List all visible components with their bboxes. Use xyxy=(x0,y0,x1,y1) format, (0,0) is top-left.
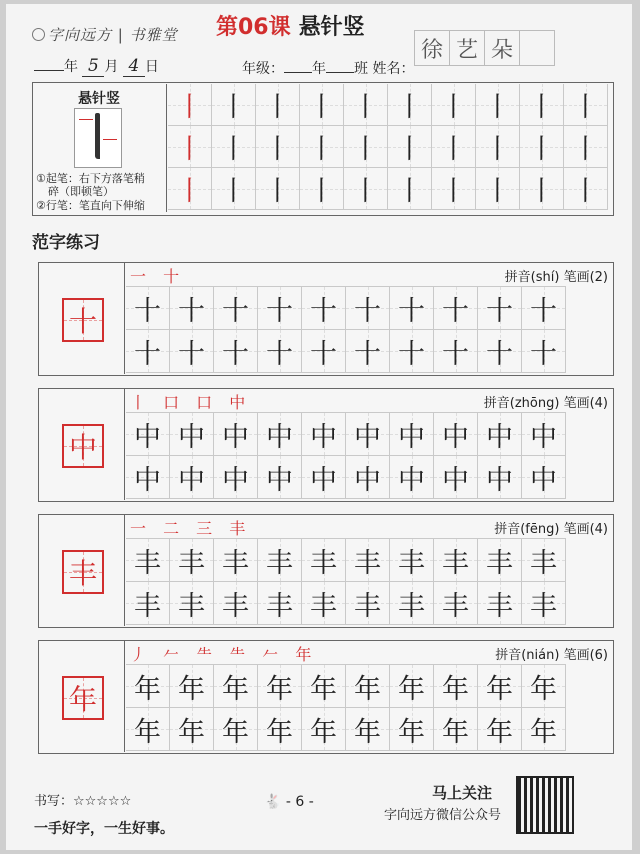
practice-cell xyxy=(522,413,566,456)
practice-cell xyxy=(390,330,434,373)
practice-character: 年 xyxy=(530,716,557,748)
practice-cell xyxy=(346,287,390,330)
stroke-practice-cell xyxy=(300,168,344,210)
brand-text: 字向远方 | 书雅堂 xyxy=(48,26,178,44)
practice-stroke: 丨 xyxy=(484,134,511,165)
practice-character: 年 xyxy=(398,673,425,705)
practice-cell xyxy=(170,287,214,330)
practice-stroke: 丨 xyxy=(308,92,335,123)
slogan: 一手好字，一生好事。 xyxy=(34,821,174,837)
practice-character: 中 xyxy=(486,421,513,453)
stroke-practice-cell xyxy=(212,168,256,210)
stroke-practice-cell xyxy=(520,168,564,210)
practice-character: 年 xyxy=(134,716,161,748)
pinyin-info xyxy=(495,644,608,663)
practice-character: 中 xyxy=(354,421,381,453)
practice-cell xyxy=(126,287,170,330)
practice-character: 年 xyxy=(266,673,293,705)
practice-character: 十 xyxy=(442,338,469,370)
practice-character: 中 xyxy=(486,464,513,496)
practice-cell xyxy=(126,665,170,708)
practice-cell xyxy=(126,456,170,499)
practice-character: 丰 xyxy=(266,547,293,579)
practice-character: 中 xyxy=(178,421,205,453)
practice-stroke: 丨 xyxy=(572,92,599,123)
follow-subtitle: 字向远方微信公众号 xyxy=(384,808,502,823)
practice-cell xyxy=(302,456,346,499)
practice-character: 中 xyxy=(134,464,161,496)
practice-character: 年 xyxy=(178,716,205,748)
page-number-text: - 6 - xyxy=(285,794,314,810)
practice-cell xyxy=(390,582,434,625)
page-number xyxy=(264,794,314,810)
practice-cell xyxy=(434,539,478,582)
month-value: 5 xyxy=(82,56,104,77)
practice-cell xyxy=(258,456,302,499)
practice-stroke: 丨 xyxy=(572,176,599,207)
practice-cell xyxy=(522,708,566,751)
character-practice-grid xyxy=(126,412,566,499)
model-character-text: 年 xyxy=(68,683,97,716)
practice-cell xyxy=(522,539,566,582)
practice-character: 十 xyxy=(178,338,205,370)
class-line xyxy=(242,58,414,78)
practice-character: 十 xyxy=(134,338,161,370)
practice-character: 中 xyxy=(530,464,557,496)
practice-cell xyxy=(170,539,214,582)
practice-character: 年 xyxy=(310,716,337,748)
practice-character: 年 xyxy=(222,673,249,705)
block-divider xyxy=(124,514,125,626)
practice-cell xyxy=(258,539,302,582)
stroke-practice-cell xyxy=(564,168,608,210)
practice-stroke: 丨 xyxy=(264,134,291,165)
practice-cell xyxy=(390,413,434,456)
practice-character: 十 xyxy=(354,295,381,327)
practice-character: 十 xyxy=(222,338,249,370)
practice-cell xyxy=(214,708,258,751)
practice-character: 年 xyxy=(530,673,557,705)
practice-cell xyxy=(302,330,346,373)
practice-character: 年 xyxy=(178,673,205,705)
block-divider xyxy=(124,388,125,500)
practice-cell xyxy=(302,708,346,751)
practice-stroke: 丨 xyxy=(352,134,379,165)
practice-cell xyxy=(346,708,390,751)
practice-cell xyxy=(434,582,478,625)
practice-stroke: 丨 xyxy=(528,92,555,123)
practice-cell xyxy=(478,708,522,751)
lesson-title: 悬针竖 xyxy=(298,15,365,40)
practice-cell xyxy=(346,582,390,625)
stroke-note-1: ①起笔：右下方落笔稍 xyxy=(36,172,145,185)
practice-cell xyxy=(302,582,346,625)
model-character xyxy=(62,676,104,720)
stroke-order-sequence: 丨 口 口 中 xyxy=(130,393,252,412)
date-line xyxy=(34,56,159,77)
practice-stroke: 丨 xyxy=(352,176,379,207)
practice-cell xyxy=(478,582,522,625)
practice-character: 十 xyxy=(354,338,381,370)
pinyin-info xyxy=(505,266,608,285)
practice-cell xyxy=(434,413,478,456)
stroke-practice-cell xyxy=(256,126,300,168)
section-title: 范字练习 xyxy=(32,233,100,253)
practice-character: 十 xyxy=(530,295,557,327)
practice-character: 丰 xyxy=(178,590,205,622)
stroke-practice-cell xyxy=(300,84,344,126)
practice-cell xyxy=(258,708,302,751)
stroke-practice-cell xyxy=(476,168,520,210)
practice-character: 十 xyxy=(266,295,293,327)
practice-cell xyxy=(390,287,434,330)
block-divider xyxy=(124,640,125,752)
stroke-practice-cell xyxy=(344,126,388,168)
practice-stroke: 丨 xyxy=(308,134,335,165)
model-character xyxy=(62,424,104,468)
stroke-practice-cell xyxy=(564,84,608,126)
grade-label: 年级： xyxy=(242,61,284,77)
practice-cell xyxy=(522,456,566,499)
practice-character: 十 xyxy=(266,338,293,370)
practice-character: 丰 xyxy=(134,547,161,579)
practice-cell xyxy=(434,330,478,373)
model-character xyxy=(62,298,104,342)
practice-character: 年 xyxy=(266,716,293,748)
practice-cell xyxy=(346,456,390,499)
stroke-practice-cell xyxy=(256,168,300,210)
practice-character: 丰 xyxy=(486,547,513,579)
practice-character: 十 xyxy=(530,338,557,370)
name-label: 班 姓名： xyxy=(354,61,415,77)
practice-character: 丰 xyxy=(354,547,381,579)
practice-cell xyxy=(478,330,522,373)
day-value: 4 xyxy=(123,56,145,77)
page-title xyxy=(216,10,365,41)
practice-stroke: 丨 xyxy=(440,176,467,207)
practice-stroke: 丨 xyxy=(352,92,379,123)
practice-character: 丰 xyxy=(398,590,425,622)
practice-character: 丰 xyxy=(442,590,469,622)
qr-code-icon xyxy=(516,776,574,834)
practice-character: 年 xyxy=(486,673,513,705)
stroke-practice-cell xyxy=(476,126,520,168)
practice-stroke: 丨 xyxy=(396,134,423,165)
stroke-practice-cell xyxy=(212,84,256,126)
practice-cell xyxy=(170,413,214,456)
worksheet-page xyxy=(6,4,632,850)
stroke-practice-cell xyxy=(388,168,432,210)
brand-logo xyxy=(32,24,178,45)
practice-cell xyxy=(214,582,258,625)
practice-character: 十 xyxy=(486,295,513,327)
practice-character: 年 xyxy=(222,716,249,748)
model-character-text: 丰 xyxy=(68,557,97,590)
practice-cell xyxy=(126,708,170,751)
stroke-practice-cell xyxy=(432,126,476,168)
model-character-text: 中 xyxy=(68,431,97,464)
practice-cell xyxy=(434,708,478,751)
block-divider xyxy=(124,262,125,374)
writing-rating: 书写：☆☆☆☆☆ xyxy=(34,794,132,809)
model-character-text: 十 xyxy=(68,305,97,338)
practice-cell xyxy=(258,582,302,625)
practice-stroke: 丨 xyxy=(484,92,511,123)
practice-character: 年 xyxy=(442,673,469,705)
lesson-number: 第06课 xyxy=(216,15,291,40)
stroke-note-2: ②行笔：笔直向下伸缩 xyxy=(36,199,145,212)
practice-character: 中 xyxy=(442,464,469,496)
practice-character: 年 xyxy=(398,716,425,748)
pinyin-info xyxy=(494,518,608,537)
practice-cell xyxy=(258,330,302,373)
stroke-practice-cell xyxy=(388,126,432,168)
practice-cell xyxy=(258,665,302,708)
practice-character: 中 xyxy=(266,464,293,496)
practice-stroke: 丨 xyxy=(220,134,247,165)
practice-character: 年 xyxy=(442,716,469,748)
practice-character: 中 xyxy=(178,464,205,496)
practice-cell xyxy=(478,539,522,582)
stroke-practice-cell xyxy=(300,126,344,168)
practice-cell xyxy=(434,287,478,330)
practice-character: 十 xyxy=(442,295,469,327)
practice-character: 中 xyxy=(310,421,337,453)
character-practice-grid xyxy=(126,286,566,373)
practice-character: 中 xyxy=(222,421,249,453)
name-char-3: 朵 xyxy=(484,30,520,66)
practice-cell xyxy=(214,456,258,499)
stroke-count-label: 笔画(4) xyxy=(563,396,608,411)
rabbit-icon: 🐇 xyxy=(264,794,282,810)
name-char-2: 艺 xyxy=(449,30,485,66)
practice-character: 丰 xyxy=(442,547,469,579)
practice-stroke: 丨 xyxy=(176,92,203,123)
practice-character: 年 xyxy=(354,673,381,705)
character-practice-grid xyxy=(126,664,566,751)
practice-character: 年 xyxy=(354,716,381,748)
practice-cell xyxy=(434,665,478,708)
class-year-label: 年 xyxy=(312,61,326,77)
stroke-practice-cell xyxy=(256,84,300,126)
practice-stroke: 丨 xyxy=(484,176,511,207)
practice-cell xyxy=(302,665,346,708)
practice-cell xyxy=(390,665,434,708)
practice-cell xyxy=(522,665,566,708)
brand-icon xyxy=(32,28,45,41)
stroke-note-1b: 碎（即顿笔） xyxy=(48,185,114,198)
stroke-practice-cell xyxy=(344,84,388,126)
month-label: 月 xyxy=(104,59,119,75)
stroke-practice-cell xyxy=(388,84,432,126)
practice-character: 丰 xyxy=(398,547,425,579)
practice-cell xyxy=(522,287,566,330)
practice-character: 十 xyxy=(486,338,513,370)
practice-cell xyxy=(478,287,522,330)
stroke-diagram xyxy=(74,108,122,168)
pinyin-label: 拼音(fēng) xyxy=(494,522,560,537)
practice-character: 丰 xyxy=(134,590,161,622)
stroke-practice-cell xyxy=(520,126,564,168)
practice-cell xyxy=(214,539,258,582)
practice-character: 年 xyxy=(310,673,337,705)
pinyin-label: 拼音(zhōng) xyxy=(483,396,560,411)
stroke-order-sequence: 一 十 xyxy=(130,267,186,286)
stroke-practice-cell xyxy=(168,84,212,126)
practice-stroke: 丨 xyxy=(176,134,203,165)
stroke-count-label: 笔画(6) xyxy=(563,648,608,663)
practice-stroke: 丨 xyxy=(220,176,247,207)
practice-stroke: 丨 xyxy=(308,176,335,207)
practice-character: 十 xyxy=(310,338,337,370)
practice-cell xyxy=(126,330,170,373)
practice-character: 中 xyxy=(442,421,469,453)
practice-cell xyxy=(214,413,258,456)
practice-cell xyxy=(214,287,258,330)
stroke-count-label: 笔画(4) xyxy=(563,522,608,537)
practice-cell xyxy=(258,287,302,330)
practice-stroke: 丨 xyxy=(176,176,203,207)
practice-cell xyxy=(478,413,522,456)
practice-cell xyxy=(302,413,346,456)
practice-cell xyxy=(478,665,522,708)
practice-character: 中 xyxy=(398,421,425,453)
practice-character: 丰 xyxy=(486,590,513,622)
practice-character: 中 xyxy=(530,421,557,453)
stroke-practice-cell xyxy=(168,126,212,168)
stroke-practice-cell xyxy=(476,84,520,126)
practice-cell xyxy=(346,330,390,373)
stroke-practice-cell xyxy=(432,84,476,126)
practice-character: 年 xyxy=(134,673,161,705)
practice-cell xyxy=(302,287,346,330)
practice-character: 十 xyxy=(398,338,425,370)
follow-title: 马上关注 xyxy=(432,784,493,802)
stroke-practice-cell xyxy=(168,168,212,210)
practice-character: 丰 xyxy=(178,547,205,579)
practice-cell xyxy=(170,582,214,625)
stroke-practice-cell xyxy=(432,168,476,210)
stroke-practice-grid xyxy=(168,84,608,210)
practice-cell xyxy=(258,413,302,456)
practice-stroke: 丨 xyxy=(220,92,247,123)
practice-cell xyxy=(170,330,214,373)
practice-character: 丰 xyxy=(310,547,337,579)
practice-character: 丰 xyxy=(222,590,249,622)
practice-stroke: 丨 xyxy=(396,92,423,123)
practice-cell xyxy=(346,539,390,582)
practice-stroke: 丨 xyxy=(572,134,599,165)
practice-character: 丰 xyxy=(310,590,337,622)
practice-stroke: 丨 xyxy=(440,92,467,123)
practice-character: 十 xyxy=(178,295,205,327)
practice-cell xyxy=(214,665,258,708)
practice-cell xyxy=(170,665,214,708)
practice-cell xyxy=(126,413,170,456)
practice-stroke: 丨 xyxy=(396,176,423,207)
practice-cell xyxy=(126,582,170,625)
practice-stroke: 丨 xyxy=(528,134,555,165)
practice-character: 十 xyxy=(222,295,249,327)
character-practice-grid xyxy=(126,538,566,625)
stroke-order-sequence: 丿 𠂉 ⺧ ⺧ 𠂉 年 xyxy=(130,645,318,664)
name-char-1: 徐 xyxy=(414,30,450,66)
practice-cell xyxy=(302,539,346,582)
practice-stroke: 丨 xyxy=(528,176,555,207)
practice-cell xyxy=(522,330,566,373)
day-label: 日 xyxy=(144,59,159,75)
practice-character: 年 xyxy=(486,716,513,748)
practice-character: 中 xyxy=(266,421,293,453)
practice-character: 中 xyxy=(398,464,425,496)
practice-cell xyxy=(126,539,170,582)
practice-cell xyxy=(522,582,566,625)
practice-cell xyxy=(346,413,390,456)
practice-character: 中 xyxy=(222,464,249,496)
stroke-practice-cell xyxy=(344,168,388,210)
practice-character: 丰 xyxy=(266,590,293,622)
practice-character: 丰 xyxy=(530,547,557,579)
practice-cell xyxy=(434,456,478,499)
stroke-practice-cell xyxy=(564,126,608,168)
stroke-practice-cell xyxy=(212,126,256,168)
stroke-count-label: 笔画(2) xyxy=(563,270,608,285)
practice-stroke: 丨 xyxy=(440,134,467,165)
practice-stroke: 丨 xyxy=(264,92,291,123)
year-label: 年 xyxy=(64,59,78,75)
practice-character: 丰 xyxy=(222,547,249,579)
practice-character: 丰 xyxy=(354,590,381,622)
practice-cell xyxy=(170,456,214,499)
name-char-4 xyxy=(519,30,555,66)
practice-cell xyxy=(390,708,434,751)
stroke-guide xyxy=(34,84,167,212)
practice-cell xyxy=(390,456,434,499)
practice-character: 十 xyxy=(398,295,425,327)
stroke-practice-cell xyxy=(520,84,564,126)
pinyin-info xyxy=(484,392,608,411)
practice-stroke: 丨 xyxy=(264,176,291,207)
stroke-order-sequence: 一 二 三 丰 xyxy=(130,519,252,538)
stroke-guide-title: 悬针竖 xyxy=(78,91,120,107)
practice-cell xyxy=(214,330,258,373)
practice-character: 中 xyxy=(134,421,161,453)
practice-character: 十 xyxy=(310,295,337,327)
practice-character: 十 xyxy=(134,295,161,327)
practice-character: 中 xyxy=(310,464,337,496)
practice-cell xyxy=(170,708,214,751)
practice-cell xyxy=(478,456,522,499)
practice-character: 中 xyxy=(354,464,381,496)
model-character xyxy=(62,550,104,594)
pinyin-label: 拼音(nián) xyxy=(495,648,560,663)
practice-character: 丰 xyxy=(530,590,557,622)
practice-cell xyxy=(390,539,434,582)
pinyin-label: 拼音(shí) xyxy=(504,270,560,285)
practice-cell xyxy=(346,665,390,708)
